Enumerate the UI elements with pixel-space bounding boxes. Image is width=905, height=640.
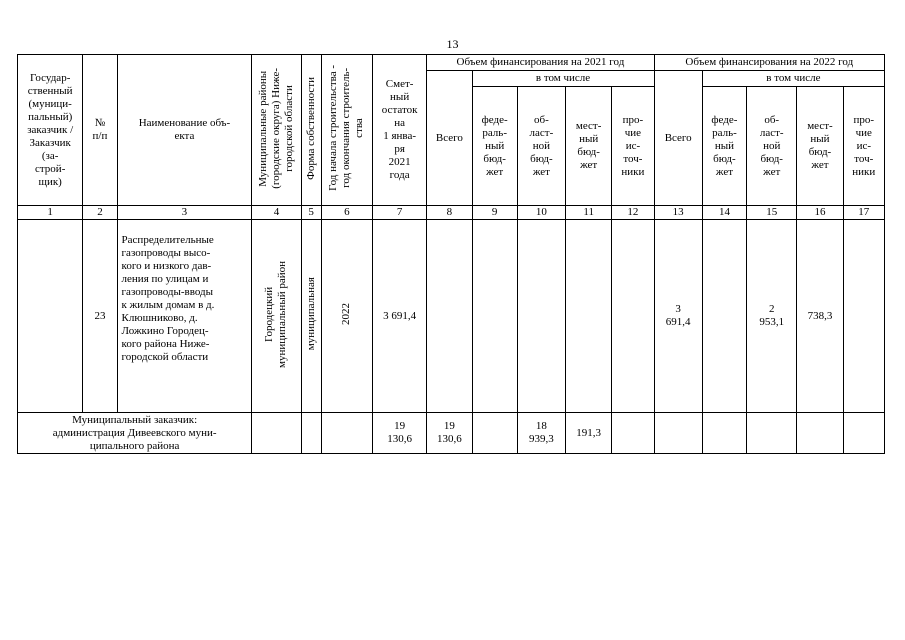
header-fin-2021: Объем финансирования на 2021 год (427, 55, 654, 71)
header-incl-2022: в том числе (702, 71, 884, 87)
row-ownership-text: муниципальная (304, 277, 317, 351)
header-num: № п/п (83, 55, 117, 206)
header-years-text: Год начала строительства - год окончания строитель- ства (327, 65, 366, 191)
header-total-2022: Всего (654, 71, 702, 206)
table-row (18, 220, 885, 413)
header-years (321, 55, 372, 206)
row-balance: 3 691,4 (372, 220, 426, 413)
mun-ownership (301, 413, 321, 454)
row-years (321, 220, 372, 413)
mun-federal-2021 (472, 413, 517, 454)
row-regional-2022: 2 953,1 (747, 220, 797, 413)
column-number: 3 (117, 206, 252, 220)
row-local-2022: 738,3 (797, 220, 843, 413)
header-regional-2022: об- ласт- ной бюд- жет (747, 87, 797, 206)
column-number: 13 (654, 206, 702, 220)
mun-local-2021: 191,3 (566, 413, 612, 454)
column-number: 11 (566, 206, 612, 220)
column-number: 2 (83, 206, 117, 220)
header-federal-2021: феде- раль- ный бюд- жет (472, 87, 517, 206)
column-number: 10 (517, 206, 565, 220)
mun-local-2022 (797, 413, 843, 454)
column-number: 12 (612, 206, 654, 220)
column-number: 9 (472, 206, 517, 220)
mun-other-2021 (612, 413, 654, 454)
header-local-2021: мест- ный бюд- жет (566, 87, 612, 206)
row-num: 23 (83, 220, 117, 413)
mun-total-2021: 19 130,6 (427, 413, 472, 454)
header-districts-text: Муниципальные районы (городские округа) Ниже- городской области (256, 67, 295, 189)
column-number: 1 (18, 206, 83, 220)
column-number: 16 (797, 206, 843, 220)
table-row (18, 413, 885, 454)
header-incl-2021: в том числе (472, 71, 654, 87)
column-number: 7 (372, 206, 426, 220)
header-balance: Смет- ный остаток на 1 янва- ря 2021 года (372, 55, 426, 206)
row-years-text: 2022 (340, 303, 353, 325)
row-other-2021 (612, 220, 654, 413)
column-number: 14 (702, 206, 746, 220)
row-federal-2022 (702, 220, 746, 413)
header-regional-2021: об- ласт- ной бюд- жет (517, 87, 565, 206)
column-number: 15 (747, 206, 797, 220)
mun-total-2022 (654, 413, 702, 454)
header-object-name: Наименование объ- екта (117, 55, 252, 206)
municipal-customer-label: Муниципальный заказчик: администрация Дивеевского муни- ципального района (18, 413, 252, 454)
column-number: 4 (252, 206, 301, 220)
row-customer (18, 220, 83, 413)
header-ownership (301, 55, 321, 206)
row-local-2021 (566, 220, 612, 413)
row-object: Распределительные газопроводы высо- кого и низкого дав- ления по улицам и газопроводы-вводы к жилым домам в д. Клюшниково, д. Ложкино Городец- кого района Ниже- городской области (117, 220, 252, 413)
row-regional-2021 (517, 220, 565, 413)
row-federal-2021 (472, 220, 517, 413)
mun-federal-2022 (702, 413, 746, 454)
mun-regional-2021: 18 939,3 (517, 413, 565, 454)
column-number-row (18, 206, 885, 220)
header-local-2022: мест- ный бюд- жет (797, 87, 843, 206)
mun-regional-2022 (747, 413, 797, 454)
row-ownership (301, 220, 321, 413)
page-number: 13 (446, 37, 459, 51)
row-district (252, 220, 301, 413)
mun-balance: 19 130,6 (372, 413, 426, 454)
row-other-2022 (843, 220, 884, 413)
header-ownership-text: Форма собственности (304, 76, 317, 180)
row-total-2022: 3 691,4 (654, 220, 702, 413)
column-number: 6 (321, 206, 372, 220)
mun-district (252, 413, 301, 454)
column-number: 17 (843, 206, 884, 220)
header-fin-2022: Объем финансирования на 2022 год (654, 55, 884, 71)
column-number: 5 (301, 206, 321, 220)
mun-other-2022 (843, 413, 884, 454)
mun-years (321, 413, 372, 454)
column-number: 8 (427, 206, 472, 220)
header-total-2021: Всего (427, 71, 472, 206)
header-federal-2022: феде- раль- ный бюд- жет (702, 87, 746, 206)
row-total-2021 (427, 220, 472, 413)
financing-table (17, 54, 885, 454)
header-other-2021: про- чие ис- точ- ники (612, 87, 654, 206)
header-districts (252, 55, 301, 206)
header-customer: Государ- ственный (муници- пальный) заказчик / Заказчик (за- строй- щик) (18, 55, 83, 206)
header-other-2022: про- чие ис- точ- ники (843, 87, 884, 206)
row-district-text: Городецкий муниципальный район (263, 260, 289, 368)
